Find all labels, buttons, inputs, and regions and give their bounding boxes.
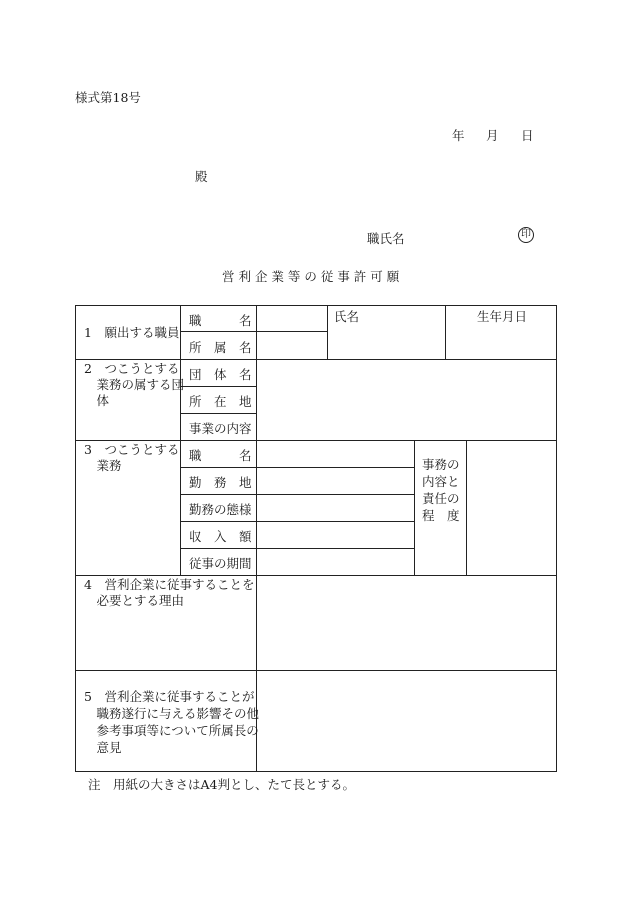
sec3-label-line1: 3 つこうとする	[84, 442, 180, 457]
sec3-period-label: 従事の期間	[189, 556, 252, 571]
sec5-label-line2: 職務遂行に与える影響その他	[84, 706, 260, 721]
sec4-label-line2: 必要とする理由	[84, 593, 185, 608]
sec5-label-line1: 5 営利企業に従事することが	[84, 689, 255, 704]
sec3-duty-label-line4: 程 度	[422, 508, 460, 523]
sec2-business-label: 事業の内容	[189, 421, 252, 436]
sec2-label-line1: 2 つこうとする	[84, 361, 180, 376]
date-year: 年	[452, 128, 465, 143]
application-table	[75, 305, 557, 772]
form-number: 様式第18号	[75, 90, 141, 105]
sec1-name-label: 氏名	[334, 309, 360, 324]
sec5-label-line4: 意見	[84, 740, 122, 755]
sec1-label: 1 願出する職員	[84, 325, 180, 340]
sec2-org-name-label: 団 体 名	[189, 367, 252, 382]
sec2-label-line3: 体	[84, 393, 110, 408]
sec4-label-line1: 4 営利企業に従事することを	[84, 577, 255, 592]
sec3-position-label: 職 名	[189, 448, 252, 463]
addressee-suffix: 殿	[195, 169, 208, 184]
sec1-position-label: 職 名	[189, 313, 252, 328]
date-month: 月	[486, 128, 499, 143]
date-day: 日	[521, 128, 534, 143]
footnote: 注 用紙の大きさはA4判とし、たて長とする。	[88, 777, 355, 792]
sec3-workplace-label: 勤 務 地	[189, 475, 252, 490]
applicant-label: 職氏名	[367, 231, 405, 246]
sec1-birthdate-label: 生年月日	[477, 309, 528, 324]
page-title: 営 利 企 業 等 の 従 事 許 可 願	[222, 269, 400, 284]
seal-mark: 印	[518, 227, 534, 243]
sec3-income-label: 収 入 額	[189, 529, 252, 544]
sec1-affiliation-label: 所 属 名	[189, 340, 252, 355]
sec2-label-line2: 業務の属する団	[84, 377, 185, 392]
sec3-duty-label-line1: 事務の	[422, 457, 460, 472]
sec3-duty-label-line2: 内容と	[422, 474, 460, 489]
sec3-label-line2: 業務	[84, 458, 122, 473]
sec3-work-form-label: 勤務の態様	[189, 502, 252, 517]
sec5-label-line3: 参考事項等について所属長の	[84, 723, 259, 738]
sec3-duty-label-line3: 責任の	[422, 491, 460, 506]
sec2-location-label: 所 在 地	[189, 394, 252, 409]
